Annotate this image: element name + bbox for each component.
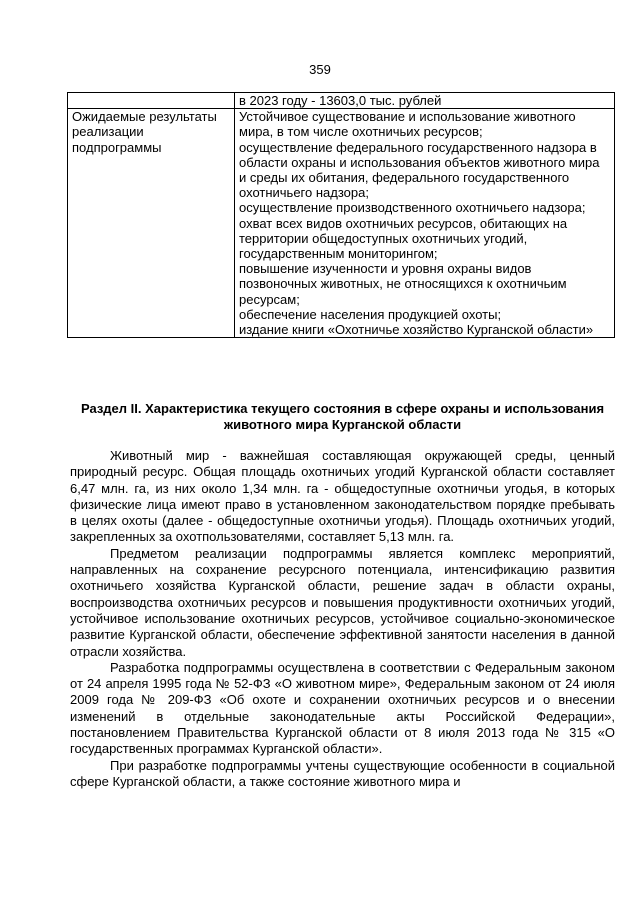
result-item: повышение изученности и уровня охраны видов позвоночных животных, не относящихся к охотничьим ресурсам; [239,261,571,307]
result-item: обеспечение населения продукцией охоты; [239,306,502,322]
table-cell-funding: в 2023 году - 13603,0 тыс. рублей [235,93,615,109]
table-row [68,93,615,109]
expected-results-label: Ожидаемые результаты реализации подпрограммы [68,109,235,338]
result-item: издание книги «Охотничье хозяйство Курганской области» [239,322,594,338]
result-item: охват всех видов охотничьих ресурсов, обитающих на территории общедоступных охотничьих угодий, государственным мониторингом; [239,215,571,262]
result-item: осуществление производственного охотничьего надзора; [239,200,586,216]
paragraph: Предметом реализации подпрограммы является комплекс мероприятий, направленных на сохранение ресурсного потенциала, интенсификацию развития охотничьего хозяйства Курганской области, решение задач в области охраны, воспроизводства охотничьих ресурсов и повышения продуктивности охотничьих угодий, устойчивое использование охотничьих ресурсов, устойчивое социально-экономическое развитие Курганской области, обеспечение эффективной занятости населения в данной отрасли хозяйства. [70,545,615,659]
page-number: 359 [309,62,331,77]
subprogram-passport-table [67,92,615,338]
paragraph: Животный мир - важнейшая составляющая окружающей среды, ценный природный ресурс. Общая площадь охотничьих угодий Курганской области составляет 6,47 млн. га, из них около 1,34 млн. га - общедоступные охотничьи угодья, в которых физические лица имеют право в установленном законодательством порядке пребывать в целях охоты (далее - общедоступные охотничьи угодья). Площадь охотничьих угодий, закрепленных за охотпользователями, составляет 5,13 млн. га. [70,448,615,545]
table-cell-label-empty [68,93,235,109]
result-item: осуществление федерального государственного надзора в области охраны и использования объектов животного мира и среды их обитания, федерального государственного охотничьего надзора; [239,139,604,201]
table-row [68,109,615,338]
expected-results-cell [235,109,615,338]
section-body [70,448,615,790]
section-heading: Раздел II. Характеристика текущего состояния в сфере охраны и использования животного мира Курганской области [80,401,605,432]
paragraph: При разработке подпрограммы учтены существующие особенности в социальной сфере Курганской области, а также состояние животного мира и [70,757,615,789]
paragraph: Разработка подпрограммы осуществлена в соответствии с Федеральным законом от 24 апреля 1995 года № 52-ФЗ «О животном мире», Федеральным законом от 24 июля 2009 года № 209-ФЗ «Об охоте и сохранении охотничьих ресурсов и о внесении изменений в отдельные законодательные акты Российской Федерации», постановлением Правительства Курганской области от 8 июля 2013 года № 315 «О государственных программах Курганской области». [70,659,615,757]
result-item: Устойчивое существование и использование животного мира, в том числе охотничьих ресурсов; [239,109,580,140]
